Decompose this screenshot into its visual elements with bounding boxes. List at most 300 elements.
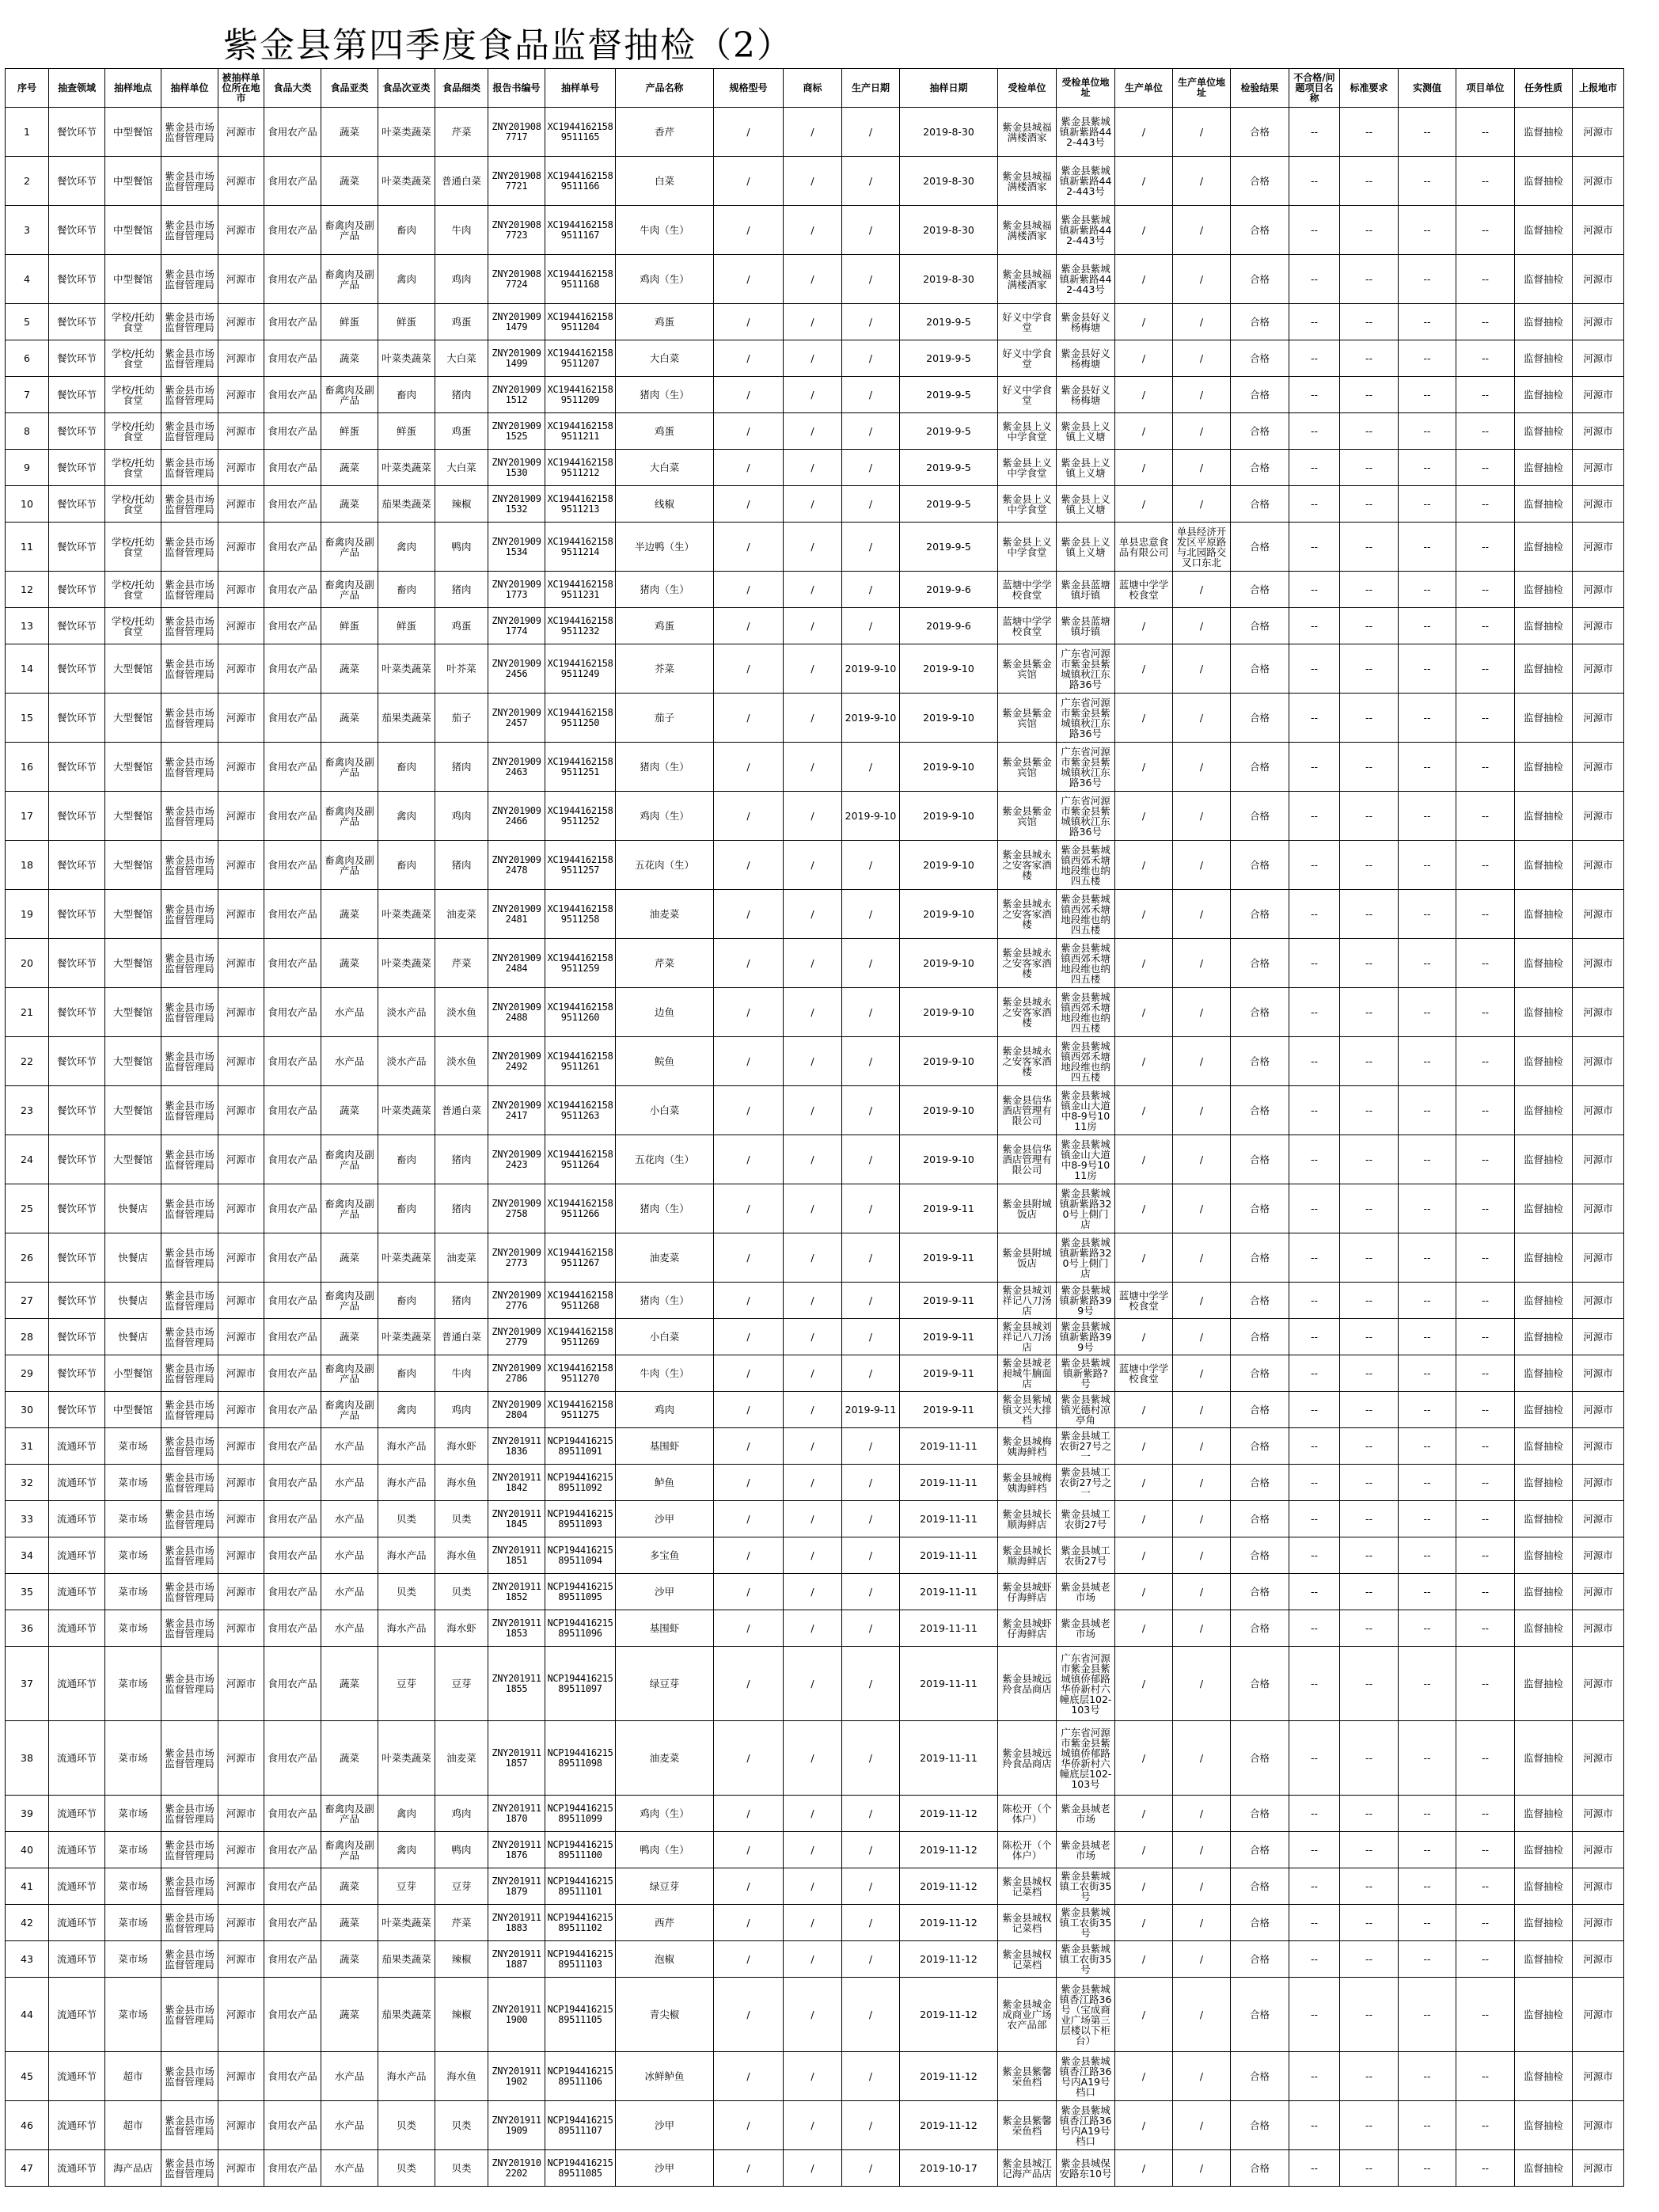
table-cell: 鸡肉 bbox=[435, 255, 488, 304]
table-cell: 食用农产品 bbox=[264, 1537, 321, 1574]
table-cell: 紫金县附城饭店 bbox=[998, 1184, 1057, 1233]
table-cell: / bbox=[1173, 1037, 1231, 1086]
table-cell: 22 bbox=[6, 1037, 49, 1086]
table-cell: 鸡蛋 bbox=[435, 413, 488, 450]
table-cell: 鲩鱼 bbox=[616, 1037, 714, 1086]
table-cell: -- bbox=[1456, 1574, 1515, 1610]
table-cell: 紫金县市场监督管理局 bbox=[161, 1465, 218, 1501]
table-cell: 12 bbox=[6, 572, 49, 608]
table-cell: 鸡肉 bbox=[616, 1392, 714, 1428]
table-cell: 河源市 bbox=[1573, 1135, 1624, 1184]
table-cell: ZNY2019087724 bbox=[488, 255, 545, 304]
table-cell: 紫金县市场监督管理局 bbox=[161, 413, 218, 450]
table-cell: -- bbox=[1399, 1574, 1456, 1610]
table-cell: 单县经济开发区平原路与北园路交叉口东北 bbox=[1173, 523, 1231, 572]
table-cell: -- bbox=[1289, 2101, 1340, 2150]
table-cell: 猪肉 bbox=[435, 1135, 488, 1184]
table-cell: 食用农产品 bbox=[264, 1574, 321, 1610]
table-cell: XC19441621589511211 bbox=[545, 413, 616, 450]
table-cell: 合格 bbox=[1231, 1319, 1289, 1355]
table-cell: 餐饮环节 bbox=[49, 694, 105, 743]
table-row bbox=[6, 1086, 1624, 1135]
table-cell: 2 bbox=[6, 157, 49, 206]
table-cell: XC19441621589511275 bbox=[545, 1392, 616, 1428]
table-cell: -- bbox=[1399, 1184, 1456, 1233]
table-cell: 紫金县紫城镇新紫路320号上側门店 bbox=[1057, 1184, 1115, 1233]
table-cell: 芹菜 bbox=[616, 939, 714, 988]
table-row bbox=[6, 572, 1624, 608]
table-cell: 合格 bbox=[1231, 523, 1289, 572]
table-cell: / bbox=[714, 743, 784, 792]
table-cell: 猪肉 bbox=[435, 572, 488, 608]
table-cell: -- bbox=[1289, 1501, 1340, 1537]
table-cell: -- bbox=[1399, 694, 1456, 743]
table-cell: -- bbox=[1399, 2052, 1456, 2101]
table-cell: 小型餐馆 bbox=[105, 1355, 161, 1392]
table-cell: -- bbox=[1340, 1501, 1399, 1537]
table-cell: 鸡蛋 bbox=[435, 304, 488, 340]
table-cell: 流通环节 bbox=[49, 1978, 105, 2052]
table-cell: 合格 bbox=[1231, 1941, 1289, 1978]
column-header: 任务性质 bbox=[1515, 69, 1573, 108]
table-cell: / bbox=[714, 1905, 784, 1941]
table-cell: 河源市 bbox=[1573, 108, 1624, 157]
table-cell: / bbox=[1115, 2150, 1173, 2187]
table-cell: 禽肉 bbox=[378, 255, 435, 304]
table-cell: -- bbox=[1456, 2101, 1515, 2150]
table-cell: XC19441621589511270 bbox=[545, 1355, 616, 1392]
table-cell: / bbox=[1115, 939, 1173, 988]
table-row bbox=[6, 1501, 1624, 1537]
table-cell: 水产品 bbox=[321, 1501, 378, 1537]
table-cell: / bbox=[842, 255, 900, 304]
table-cell: -- bbox=[1340, 206, 1399, 255]
table-cell: 紫金县城刘祥记八刀汤店 bbox=[998, 1319, 1057, 1355]
table-cell: / bbox=[784, 157, 842, 206]
table-cell: 食用农产品 bbox=[264, 206, 321, 255]
table-cell: 紫金县市场监督管理局 bbox=[161, 1086, 218, 1135]
table-cell: 畜禽肉及副产品 bbox=[321, 255, 378, 304]
table-cell: ZNY2019091530 bbox=[488, 450, 545, 486]
table-cell: / bbox=[1173, 1086, 1231, 1135]
table-cell: 香芹 bbox=[616, 108, 714, 157]
table-cell: 食用农产品 bbox=[264, 304, 321, 340]
table-cell: -- bbox=[1399, 644, 1456, 694]
table-cell: 海产品店 bbox=[105, 2150, 161, 2187]
table-cell: 食用农产品 bbox=[264, 1610, 321, 1647]
table-cell: 叶芥菜 bbox=[435, 644, 488, 694]
table-cell: 2019-9-6 bbox=[900, 572, 998, 608]
table-cell: -- bbox=[1456, 792, 1515, 841]
table-row bbox=[6, 413, 1624, 450]
table-cell: 河源市 bbox=[1573, 206, 1624, 255]
column-header: 食品亚类 bbox=[321, 69, 378, 108]
table-cell: 紫金县城福满楼酒家 bbox=[998, 157, 1057, 206]
table-cell: / bbox=[842, 1319, 900, 1355]
table-cell: 菜市场 bbox=[105, 1501, 161, 1537]
table-cell: 紫金县城老市场 bbox=[1057, 1610, 1115, 1647]
table-cell: 海水产品 bbox=[378, 1428, 435, 1465]
table-cell: ZNY2019111845 bbox=[488, 1501, 545, 1537]
table-cell: 河源市 bbox=[1573, 1233, 1624, 1283]
table-cell: 合格 bbox=[1231, 1905, 1289, 1941]
table-cell: 餐饮环节 bbox=[49, 523, 105, 572]
table-cell: 餐饮环节 bbox=[49, 108, 105, 157]
table-cell: / bbox=[714, 413, 784, 450]
table-cell: / bbox=[1115, 1184, 1173, 1233]
table-cell: 畜禽肉及副产品 bbox=[321, 792, 378, 841]
table-cell: / bbox=[842, 1537, 900, 1574]
table-cell: -- bbox=[1340, 157, 1399, 206]
table-cell: 监督抽检 bbox=[1515, 108, 1573, 157]
table-cell: -- bbox=[1340, 1086, 1399, 1135]
table-cell: 47 bbox=[6, 2150, 49, 2187]
table-cell: 河源市 bbox=[1573, 1905, 1624, 1941]
table-cell: 监督抽检 bbox=[1515, 1537, 1573, 1574]
table-cell: 学校/托幼食堂 bbox=[105, 377, 161, 413]
table-cell: / bbox=[714, 1037, 784, 1086]
table-cell: 餐饮环节 bbox=[49, 1037, 105, 1086]
table-cell: ZNY2019087723 bbox=[488, 206, 545, 255]
column-header: 标准要求 bbox=[1340, 69, 1399, 108]
table-cell: / bbox=[784, 694, 842, 743]
table-cell: 26 bbox=[6, 1233, 49, 1283]
table-cell: / bbox=[714, 523, 784, 572]
table-cell: 大型餐馆 bbox=[105, 988, 161, 1037]
table-cell: 合格 bbox=[1231, 413, 1289, 450]
table-cell: 蔬菜 bbox=[321, 644, 378, 694]
table-row bbox=[6, 1832, 1624, 1868]
table-cell: 流通环节 bbox=[49, 1501, 105, 1537]
table-cell: 监督抽检 bbox=[1515, 1233, 1573, 1283]
table-cell: 紫金县紫馨荣鱼档 bbox=[998, 2101, 1057, 2150]
table-row bbox=[6, 450, 1624, 486]
table-cell: 蔬菜 bbox=[321, 1233, 378, 1283]
table-cell: 河源市 bbox=[1573, 1610, 1624, 1647]
table-cell: / bbox=[842, 572, 900, 608]
table-cell: 紫金县市场监督管理局 bbox=[161, 157, 218, 206]
table-cell: / bbox=[784, 1796, 842, 1832]
table-cell: 紫金县市场监督管理局 bbox=[161, 1283, 218, 1319]
table-cell: / bbox=[714, 1355, 784, 1392]
table-row bbox=[6, 608, 1624, 644]
table-cell: / bbox=[1173, 1537, 1231, 1574]
table-cell: 2019-9-6 bbox=[900, 608, 998, 644]
table-cell: -- bbox=[1340, 450, 1399, 486]
column-header: 序号 bbox=[6, 69, 49, 108]
table-cell: / bbox=[784, 644, 842, 694]
table-cell: 牛肉 bbox=[435, 1355, 488, 1392]
table-row bbox=[6, 1184, 1624, 1233]
table-cell: -- bbox=[1289, 1868, 1340, 1905]
table-cell: 河源市 bbox=[1573, 1647, 1624, 1721]
table-row bbox=[6, 1037, 1624, 1086]
table-cell: 紫金县紫金宾馆 bbox=[998, 743, 1057, 792]
table-cell: 泡椒 bbox=[616, 1941, 714, 1978]
table-cell: NCP19441621589511101 bbox=[545, 1868, 616, 1905]
column-header: 不合格/问题项目名称 bbox=[1289, 69, 1340, 108]
table-cell: 蔬菜 bbox=[321, 694, 378, 743]
table-cell: 叶菜类蔬菜 bbox=[378, 108, 435, 157]
table-cell: 茄果类蔬菜 bbox=[378, 1941, 435, 1978]
table-cell: 2019-11-12 bbox=[900, 1941, 998, 1978]
table-cell: 河源市 bbox=[1573, 1796, 1624, 1832]
table-cell: 鸡蛋 bbox=[435, 608, 488, 644]
table-cell: ZNY2019091512 bbox=[488, 377, 545, 413]
table-cell: 猪肉 bbox=[435, 1283, 488, 1319]
table-cell: 菜市场 bbox=[105, 1941, 161, 1978]
table-cell: 紫金县上义中学食堂 bbox=[998, 413, 1057, 450]
table-cell: 河源市 bbox=[1573, 694, 1624, 743]
table-cell: -- bbox=[1399, 1610, 1456, 1647]
table-cell: 紫金县市场监督管理局 bbox=[161, 206, 218, 255]
table-cell: 紫金县城长顺海鲜店 bbox=[998, 1501, 1057, 1537]
column-header: 检验结果 bbox=[1231, 69, 1289, 108]
table-cell: 监督抽检 bbox=[1515, 939, 1573, 988]
table-row bbox=[6, 108, 1624, 157]
table-cell: -- bbox=[1399, 1319, 1456, 1355]
table-cell: 茄果类蔬菜 bbox=[378, 1978, 435, 2052]
table-cell: 绿豆芽 bbox=[616, 1647, 714, 1721]
table-cell: / bbox=[714, 1184, 784, 1233]
table-cell: / bbox=[714, 1537, 784, 1574]
table-cell: -- bbox=[1340, 1905, 1399, 1941]
table-cell: / bbox=[784, 108, 842, 157]
table-cell: 畜禽肉及副产品 bbox=[321, 206, 378, 255]
table-cell: 紫金县城梅姨海鲜档 bbox=[998, 1465, 1057, 1501]
table-cell: 广东省河源市紫金县紫城镇秋江东路36号 bbox=[1057, 792, 1115, 841]
table-cell: 河源市 bbox=[218, 1978, 264, 2052]
table-cell: 紫金县市场监督管理局 bbox=[161, 2150, 218, 2187]
table-cell: 监督抽检 bbox=[1515, 1978, 1573, 2052]
table-cell: 油麦菜 bbox=[616, 1721, 714, 1796]
table-cell: 猪肉 bbox=[435, 377, 488, 413]
table-cell: / bbox=[842, 1355, 900, 1392]
table-cell: 食用农产品 bbox=[264, 450, 321, 486]
table-cell: / bbox=[842, 1086, 900, 1135]
table-cell: 37 bbox=[6, 1647, 49, 1721]
table-row bbox=[6, 743, 1624, 792]
table-cell: 流通环节 bbox=[49, 1537, 105, 1574]
table-cell: 监督抽检 bbox=[1515, 792, 1573, 841]
table-cell: / bbox=[714, 1868, 784, 1905]
table-cell: 芹菜 bbox=[435, 108, 488, 157]
table-row bbox=[6, 1647, 1624, 1721]
table-cell: 河源市 bbox=[1573, 340, 1624, 377]
table-cell: 蓝塘中学学校食堂 bbox=[998, 572, 1057, 608]
table-cell: XC19441621589511266 bbox=[545, 1184, 616, 1233]
table-cell: / bbox=[784, 939, 842, 988]
table-cell: / bbox=[784, 1905, 842, 1941]
table-cell: 普通白菜 bbox=[435, 157, 488, 206]
table-cell: 河源市 bbox=[218, 450, 264, 486]
table-cell: ZNY2019111902 bbox=[488, 2052, 545, 2101]
table-cell: 食用农产品 bbox=[264, 988, 321, 1037]
table-cell: 菜市场 bbox=[105, 1868, 161, 1905]
table-cell: 禽肉 bbox=[378, 1796, 435, 1832]
table-cell: 河源市 bbox=[218, 340, 264, 377]
table-cell: -- bbox=[1399, 108, 1456, 157]
table-cell: / bbox=[714, 1428, 784, 1465]
table-cell: / bbox=[1173, 2150, 1231, 2187]
table-cell: 36 bbox=[6, 1610, 49, 1647]
table-cell: / bbox=[1115, 1319, 1173, 1355]
table-cell: 紫金县信华酒店管理有限公司 bbox=[998, 1135, 1057, 1184]
table-cell: 超市 bbox=[105, 2101, 161, 2150]
table-cell: / bbox=[1115, 1537, 1173, 1574]
table-cell: / bbox=[842, 1428, 900, 1465]
table-cell: 餐饮环节 bbox=[49, 1086, 105, 1135]
table-cell: 40 bbox=[6, 1832, 49, 1868]
table-cell: ZNY2019091774 bbox=[488, 608, 545, 644]
table-cell: 紫金县城权记菜档 bbox=[998, 1941, 1057, 1978]
table-cell: -- bbox=[1399, 450, 1456, 486]
table-cell: 河源市 bbox=[1573, 1832, 1624, 1868]
table-cell: 蓝塘中学学校食堂 bbox=[998, 608, 1057, 644]
table-cell: / bbox=[714, 988, 784, 1037]
table-cell: 菜市场 bbox=[105, 1721, 161, 1796]
column-header: 食品细类 bbox=[435, 69, 488, 108]
table-cell: 食用农产品 bbox=[264, 1721, 321, 1796]
table-cell: / bbox=[842, 1135, 900, 1184]
table-cell: / bbox=[1173, 694, 1231, 743]
table-cell: / bbox=[714, 644, 784, 694]
table-cell: 豆芽 bbox=[435, 1868, 488, 1905]
table-cell: -- bbox=[1456, 1868, 1515, 1905]
table-cell: 合格 bbox=[1231, 1501, 1289, 1537]
table-cell: 河源市 bbox=[1573, 1355, 1624, 1392]
table-cell: 食用农产品 bbox=[264, 1465, 321, 1501]
table-cell: -- bbox=[1456, 486, 1515, 523]
table-row bbox=[6, 1941, 1624, 1978]
table-cell: 茄子 bbox=[616, 694, 714, 743]
column-header: 上报地市 bbox=[1573, 69, 1624, 108]
table-cell: 鸡肉（生） bbox=[616, 1796, 714, 1832]
table-cell: / bbox=[714, 939, 784, 988]
table-cell: 紫金县市场监督管理局 bbox=[161, 108, 218, 157]
table-cell: 大型餐馆 bbox=[105, 1086, 161, 1135]
table-cell: 46 bbox=[6, 2101, 49, 2150]
table-cell: 监督抽检 bbox=[1515, 1574, 1573, 1610]
table-cell: / bbox=[842, 2150, 900, 2187]
table-cell: -- bbox=[1289, 1086, 1340, 1135]
table-cell: 监督抽检 bbox=[1515, 523, 1573, 572]
table-cell: 海水产品 bbox=[378, 2052, 435, 2101]
table-cell: / bbox=[784, 1392, 842, 1428]
table-cell: 大型餐馆 bbox=[105, 890, 161, 939]
table-cell: 紫金县市场监督管理局 bbox=[161, 1037, 218, 1086]
table-cell: 学校/托幼食堂 bbox=[105, 450, 161, 486]
table-cell: 大型餐馆 bbox=[105, 841, 161, 890]
table-cell: -- bbox=[1289, 841, 1340, 890]
table-cell: -- bbox=[1399, 1037, 1456, 1086]
table-cell: 2019-9-10 bbox=[842, 792, 900, 841]
table-cell: 河源市 bbox=[218, 1233, 264, 1283]
table-cell: 鲜蛋 bbox=[378, 304, 435, 340]
table-cell: 紫金县市场监督管理局 bbox=[161, 1941, 218, 1978]
table-cell: / bbox=[842, 988, 900, 1037]
table-cell: / bbox=[842, 206, 900, 255]
table-cell: 鸡蛋 bbox=[616, 413, 714, 450]
table-cell: -- bbox=[1456, 377, 1515, 413]
table-cell: / bbox=[1115, 108, 1173, 157]
table-cell: 陈松开（个体户） bbox=[998, 1832, 1057, 1868]
column-header: 受检单位 bbox=[998, 69, 1057, 108]
table-cell: -- bbox=[1456, 1355, 1515, 1392]
table-cell: 河源市 bbox=[218, 1721, 264, 1796]
table-cell: -- bbox=[1289, 890, 1340, 939]
table-cell: 2019-8-30 bbox=[900, 157, 998, 206]
table-cell: 河源市 bbox=[1573, 157, 1624, 206]
table-cell: 蔬菜 bbox=[321, 1086, 378, 1135]
table-cell: / bbox=[784, 1086, 842, 1135]
table-cell: 紫金县市场监督管理局 bbox=[161, 1135, 218, 1184]
table-cell: / bbox=[1115, 1905, 1173, 1941]
table-cell: / bbox=[1173, 743, 1231, 792]
table-cell: 好义中学食堂 bbox=[998, 304, 1057, 340]
table-cell: / bbox=[784, 1941, 842, 1978]
table-cell: 合格 bbox=[1231, 1465, 1289, 1501]
table-cell: 食用农产品 bbox=[264, 841, 321, 890]
table-cell: 淡水产品 bbox=[378, 988, 435, 1037]
table-cell: 紫金县好义杨梅塘 bbox=[1057, 340, 1115, 377]
table-cell: NCP19441621589511107 bbox=[545, 2101, 616, 2150]
table-cell: 河源市 bbox=[218, 572, 264, 608]
table-cell: -- bbox=[1399, 1978, 1456, 2052]
table-cell: 河源市 bbox=[1573, 377, 1624, 413]
table-cell: -- bbox=[1289, 2052, 1340, 2101]
table-cell: 河源市 bbox=[218, 1796, 264, 1832]
table-cell: 监督抽检 bbox=[1515, 572, 1573, 608]
table-cell: 鸡肉（生） bbox=[616, 792, 714, 841]
table-cell: -- bbox=[1289, 939, 1340, 988]
table-cell: / bbox=[714, 108, 784, 157]
table-cell: 水产品 bbox=[321, 2101, 378, 2150]
table-cell: / bbox=[1173, 450, 1231, 486]
table-cell: 2019-9-10 bbox=[900, 890, 998, 939]
table-cell: 河源市 bbox=[218, 377, 264, 413]
table-cell: / bbox=[1173, 340, 1231, 377]
table-cell: -- bbox=[1456, 1537, 1515, 1574]
table-cell: 叶菜类蔬菜 bbox=[378, 939, 435, 988]
table-cell: 合格 bbox=[1231, 377, 1289, 413]
table-cell: 合格 bbox=[1231, 340, 1289, 377]
table-cell: 菜市场 bbox=[105, 1905, 161, 1941]
table-cell: 海水鱼 bbox=[435, 1465, 488, 1501]
table-cell: 河源市 bbox=[1573, 890, 1624, 939]
table-cell: / bbox=[1115, 377, 1173, 413]
table-cell: 14 bbox=[6, 644, 49, 694]
table-cell: 紫金县城永之安客家酒楼 bbox=[998, 988, 1057, 1037]
table-cell: -- bbox=[1340, 1978, 1399, 2052]
table-cell: -- bbox=[1340, 523, 1399, 572]
table-cell: 紫金县紫城镇文兴大排档 bbox=[998, 1392, 1057, 1428]
table-cell: -- bbox=[1289, 206, 1340, 255]
table-cell: 河源市 bbox=[1573, 608, 1624, 644]
table-cell: -- bbox=[1456, 890, 1515, 939]
table-row bbox=[6, 340, 1624, 377]
table-cell: 河源市 bbox=[218, 2150, 264, 2187]
table-cell: 31 bbox=[6, 1428, 49, 1465]
table-cell: 紫金县城权记菜档 bbox=[998, 1868, 1057, 1905]
table-cell: XC19441621589511231 bbox=[545, 572, 616, 608]
table-cell: 餐饮环节 bbox=[49, 1184, 105, 1233]
table-cell: -- bbox=[1456, 1905, 1515, 1941]
table-cell: 蔬菜 bbox=[321, 939, 378, 988]
table-cell: / bbox=[714, 1978, 784, 2052]
table-cell: 监督抽检 bbox=[1515, 1355, 1573, 1392]
table-cell: 广东省河源市紫金县紫城镇秋江东路36号 bbox=[1057, 644, 1115, 694]
